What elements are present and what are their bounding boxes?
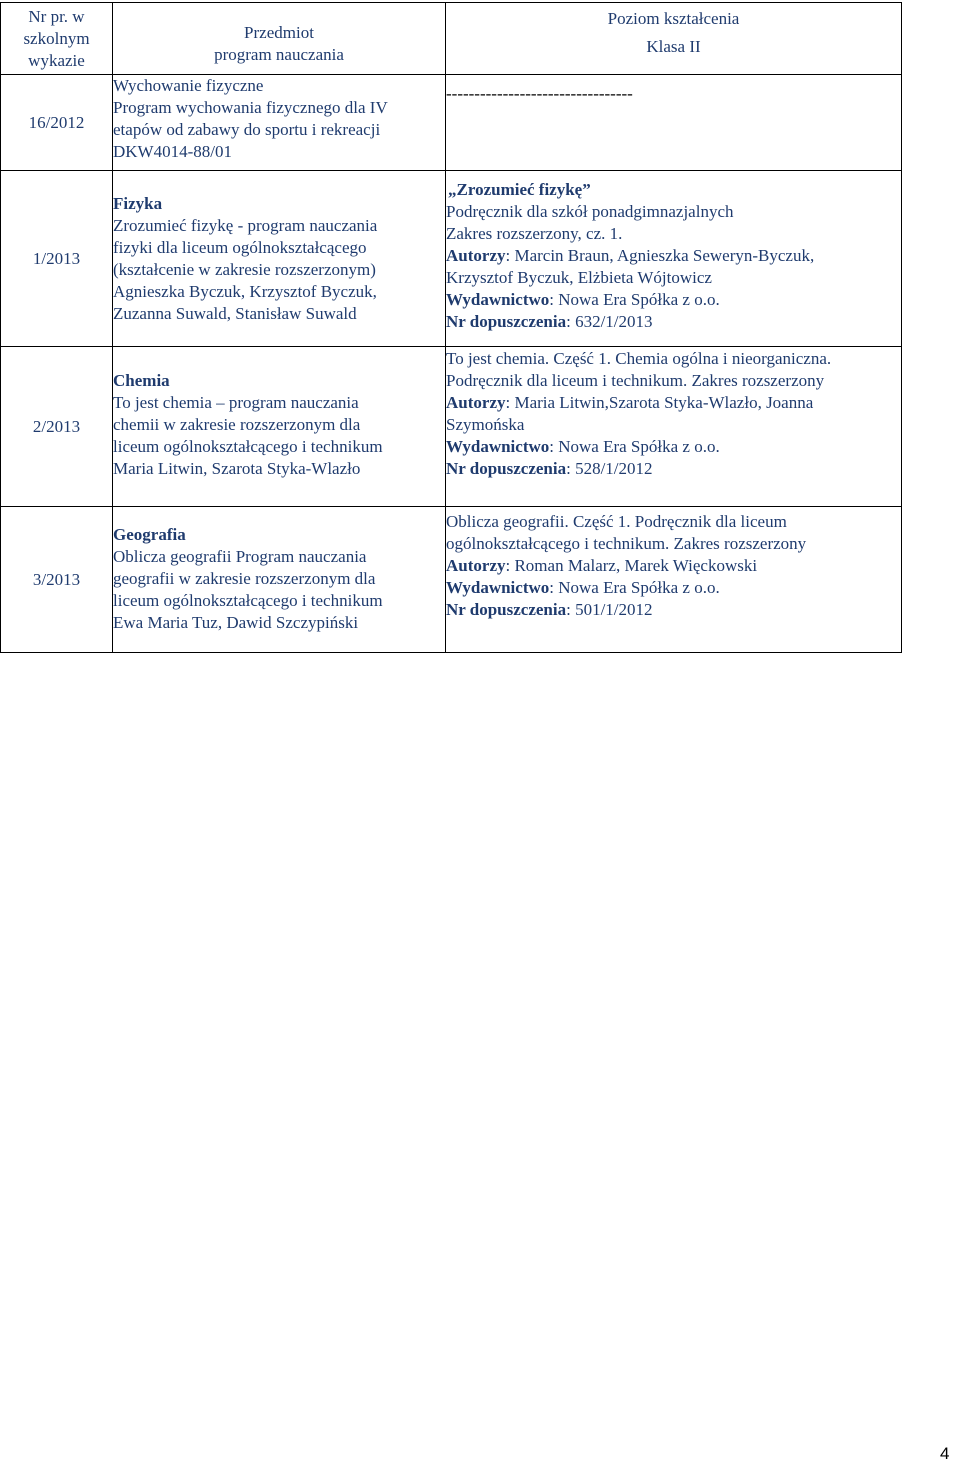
book-line: Podręcznik dla liceum i technikum. Zakres rozszerzony [446,371,825,390]
subject-program-cell [113,75,446,171]
authors-text: : Marcin Braun, Agnieszka Seweryn-Byczuk, [505,246,815,265]
program-line: Oblicza geografii Program nauczania [113,547,367,566]
level-cell [446,171,902,347]
level-cell [446,347,902,507]
table-row [1,507,902,653]
book-title: „Zrozumieć fizykę” [448,180,591,199]
program-line: liceum ogólnokształcącego i technikum [113,591,383,610]
curriculum-table [0,2,902,653]
program-line: Agnieszka Byczuk, Krzysztof Byczuk, [113,282,377,301]
subject-name: Wychowanie fizyczne [113,76,264,95]
header-subject [113,3,446,75]
level-cell [446,507,902,653]
authors-label: Autorzy [446,393,506,412]
book-line: Podręcznik dla szkół ponadgimnazjalnych [446,202,734,221]
program-line: Ewa Maria Tuz, Dawid Szczypiński [113,613,359,632]
program-line: To jest chemia – program nauczania [113,393,359,412]
program-line: Zuzanna Suwald, Stanisław Suwald [113,304,357,323]
program-line: Zrozumieć fizykę - program nauczania [113,216,378,235]
subject-program-cell [113,347,446,507]
permit-label: Nr dopuszczenia [446,459,567,478]
table-row [1,347,902,507]
publisher-label: Wydawnictwo [446,290,550,309]
row-number: 2/2013 [1,347,113,507]
program-line: Program wychowania fizycznego dla IV [113,98,388,117]
permit-label: Nr dopuszczenia [446,600,567,619]
subject-program-cell [113,507,446,653]
authors-text: : Roman Malarz, Marek Więckowski [505,556,758,575]
program-line: Maria Litwin, Szarota Styka-Wlazło [113,459,361,478]
subject-name: Fizyka [113,194,163,213]
publisher-label: Wydawnictwo [446,578,550,597]
header-row [1,3,902,75]
subject-name: Geografia [113,525,186,544]
permit-label: Nr dopuszczenia [446,312,567,331]
page-number: 4 [940,1444,950,1463]
permit-text: : 632/1/2013 [566,312,653,331]
row-number: 16/2012 [1,75,113,171]
level-cell [446,75,902,171]
authors-text: Krzysztof Byczuk, Elżbieta Wójtowicz [446,268,712,287]
program-line: geografii w zakresie rozszerzonym dla [113,569,376,588]
program-line: liceum ogólnokształcącego i technikum [113,437,383,456]
authors-label: Autorzy [446,556,506,575]
book-line: ogólnokształcącego i technikum. Zakres rozszerzony [446,534,807,553]
header-level [446,3,902,75]
table-row [1,75,902,171]
header-nr-line: szkolnym [23,29,90,48]
header-level-class: Klasa II [646,37,701,56]
header-nr [1,3,113,75]
program-line: fizyki dla liceum ogólnokształcącego [113,238,367,257]
publisher-label: Wydawnictwo [446,437,550,456]
level-dashes: --------------------------------- [446,84,633,103]
publisher-text: : Nowa Era Spółka z o.o. [549,290,720,309]
publisher-text: : Nowa Era Spółka z o.o. [549,578,720,597]
table-row [1,171,902,347]
row-number: 1/2013 [1,171,113,347]
authors-label: Autorzy [446,246,506,265]
book-line: Zakres rozszerzony, cz. 1. [446,224,623,243]
program-line: DKW4014-88/01 [113,142,232,161]
row-number: 3/2013 [1,507,113,653]
program-line: etapów od zabawy do sportu i rekreacji [113,120,381,139]
subject-name: Chemia [113,371,170,390]
header-nr-line: Nr pr. w [28,7,85,26]
header-subject-line: Przedmiot [244,23,314,42]
authors-text: Szymońska [446,415,525,434]
header-nr-line: wykazie [28,51,85,70]
book-line: Oblicza geografii. Część 1. Podręcznik dla liceum [446,512,787,531]
authors-text: : Maria Litwin,Szarota Styka-Wlazło, Joanna [505,393,814,412]
header-subject-line: program nauczania [214,45,344,64]
book-line: To jest chemia. Część 1. Chemia ogólna i nieorganiczna. [446,349,832,368]
publisher-text: : Nowa Era Spółka z o.o. [549,437,720,456]
program-line: (kształcenie w zakresie rozszerzonym) [113,260,376,279]
permit-text: : 501/1/2012 [566,600,653,619]
subject-program-cell [113,171,446,347]
program-line: chemii w zakresie rozszerzonym dla [113,415,361,434]
header-level-title: Poziom kształcenia [607,9,740,28]
permit-text: : 528/1/2012 [566,459,653,478]
